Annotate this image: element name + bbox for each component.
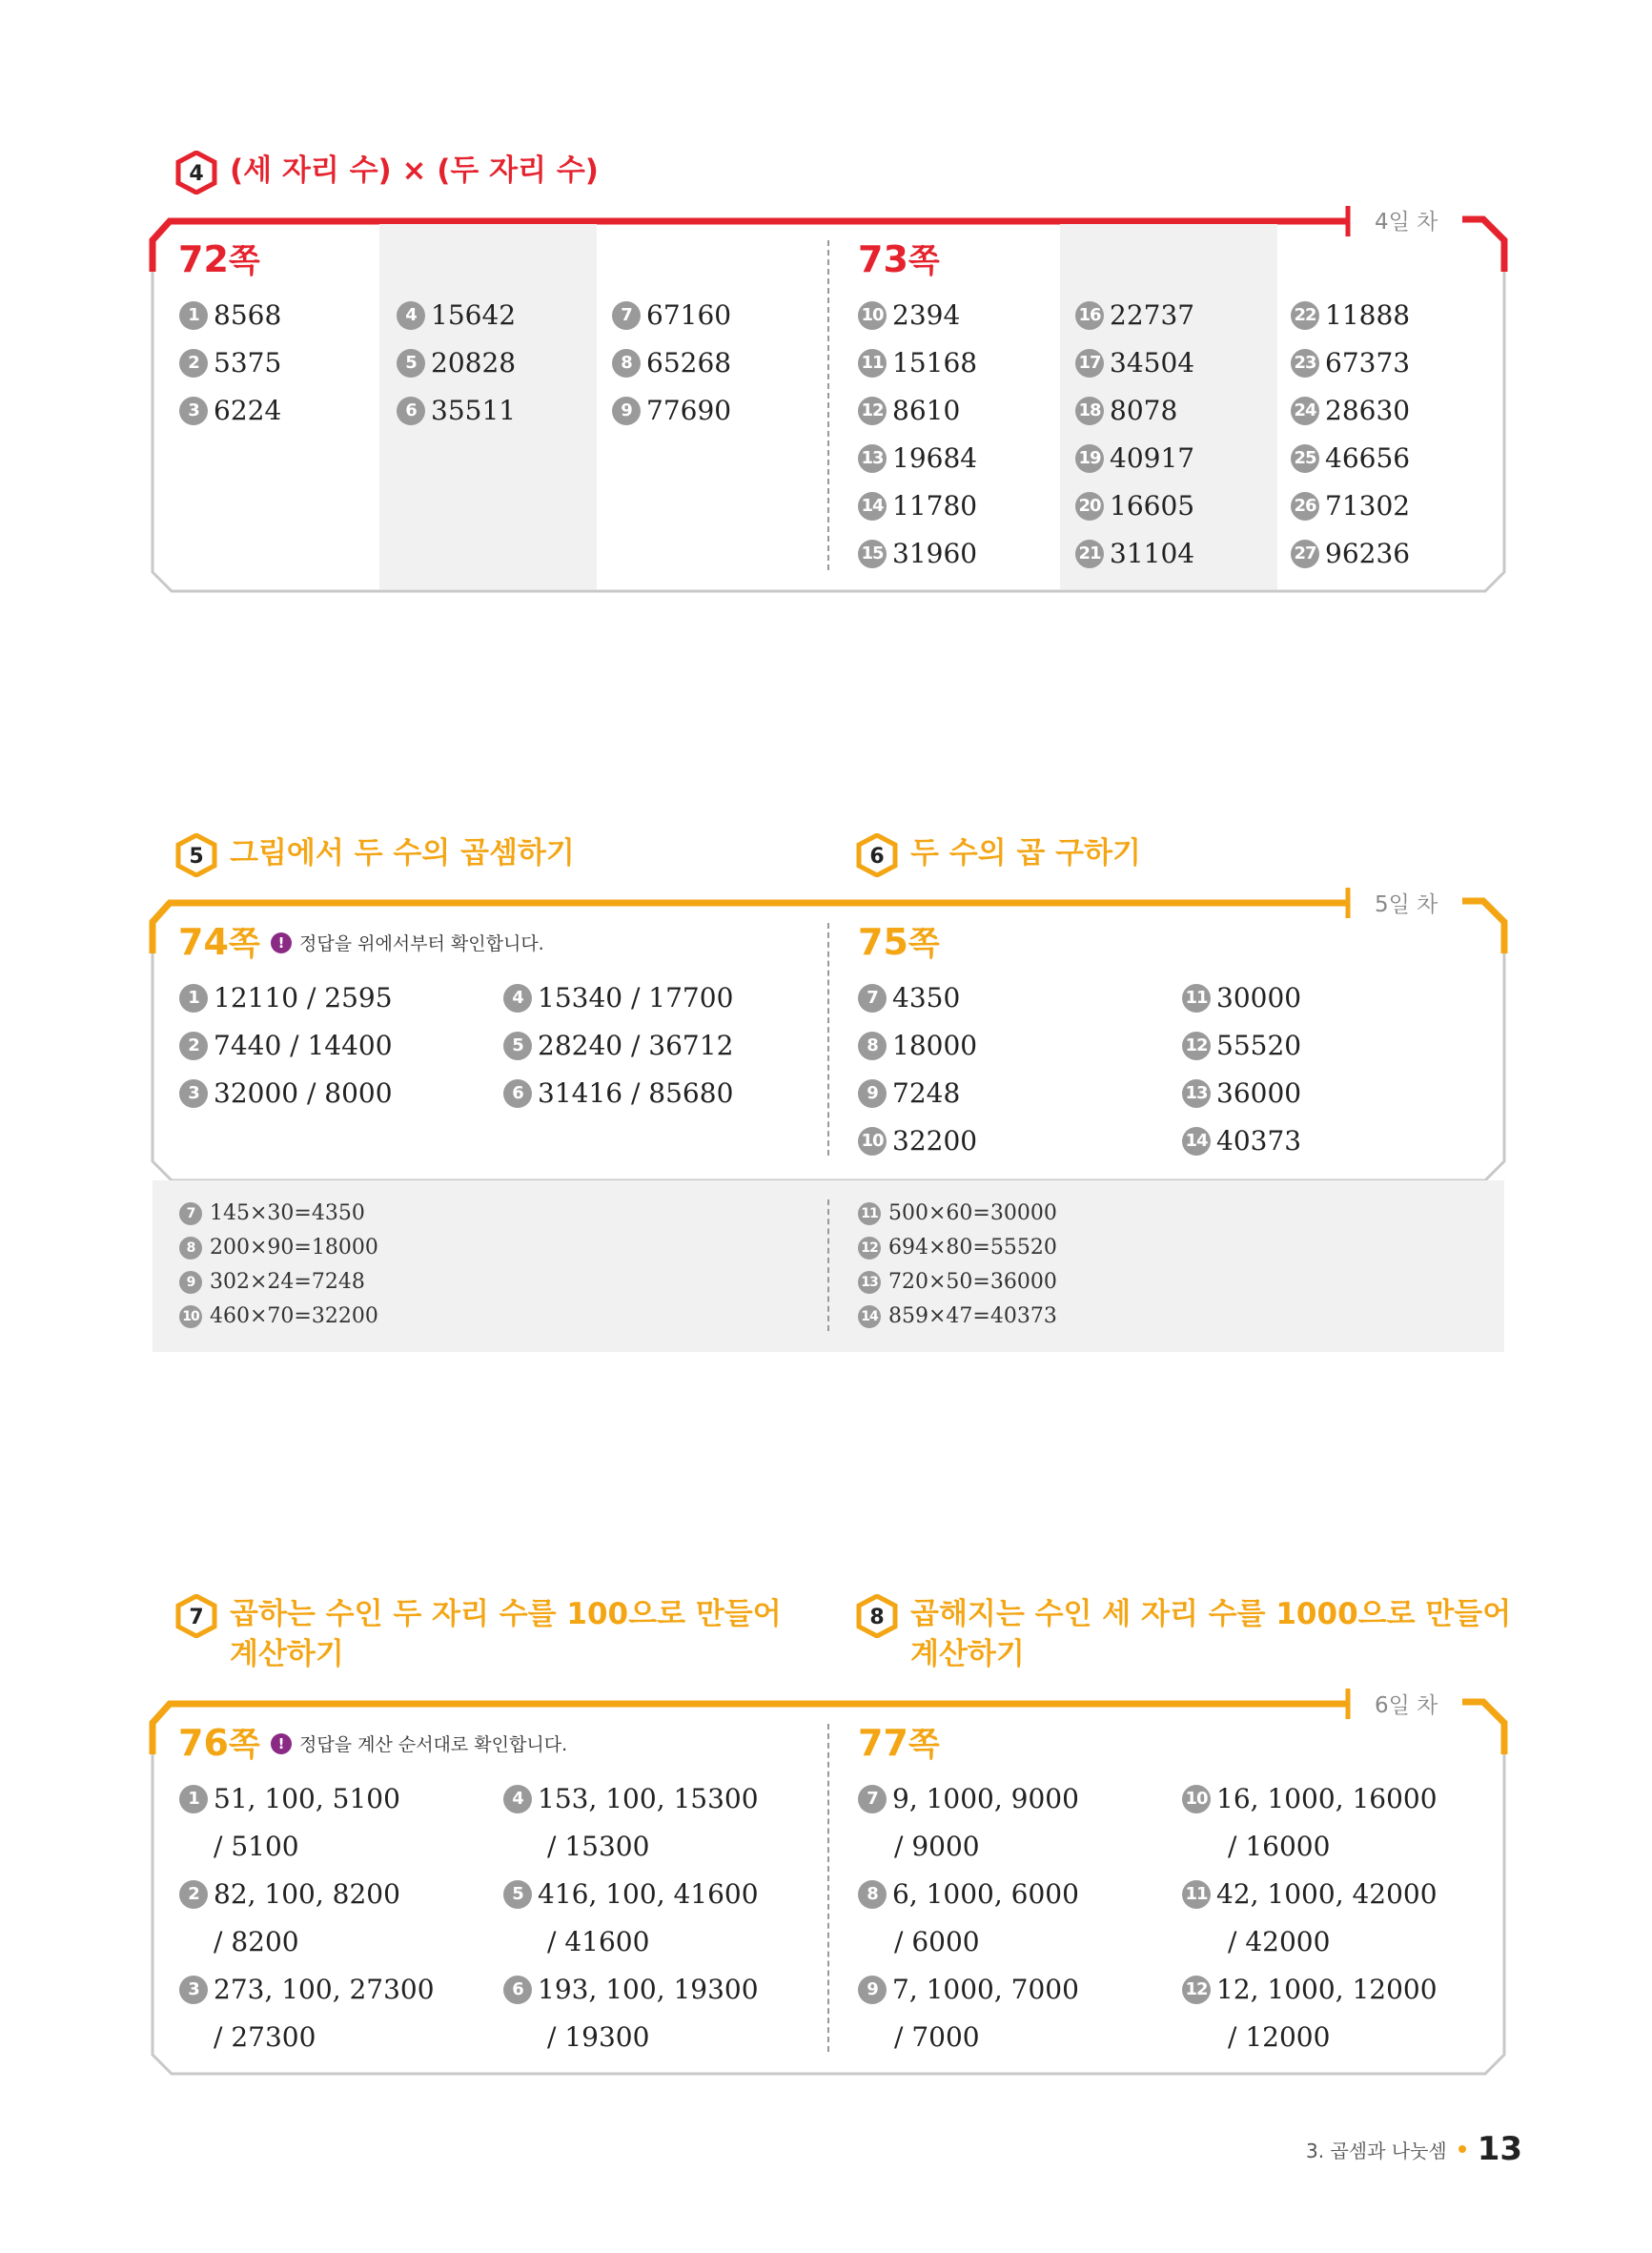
answer-item: 7 4350 bbox=[858, 982, 960, 1014]
answer-item: 6 31416 / 85680 bbox=[503, 1077, 733, 1109]
answer-item: 4 153, 100, 15300 bbox=[503, 1783, 759, 1814]
answer-item: 1 8568 bbox=[179, 299, 281, 331]
answer-item: 2 5375 bbox=[179, 347, 281, 379]
answer-item: 23 67373 bbox=[1291, 347, 1410, 379]
column-divider bbox=[827, 1724, 829, 2052]
answer-item: 16 22737 bbox=[1075, 299, 1194, 331]
answer-continuation: / 8200 bbox=[214, 1926, 299, 1957]
answer-item: 19 40917 bbox=[1075, 442, 1194, 474]
answer-item: 12 55520 bbox=[1182, 1030, 1301, 1061]
day-label: 6일 차 bbox=[1375, 1693, 1438, 1718]
answer-item: 9 77690 bbox=[612, 395, 731, 426]
answer-note: ! 정답을 계산 순서대로 확인합니다. bbox=[271, 1731, 567, 1756]
answer-item: 4 15340 / 17700 bbox=[503, 982, 733, 1014]
answer-item: 7 67160 bbox=[612, 299, 731, 331]
answer-continuation: / 16000 bbox=[1228, 1831, 1331, 1862]
answer-continuation: / 42000 bbox=[1228, 1926, 1331, 1957]
answer-item: 10 2394 bbox=[858, 299, 960, 331]
answer-item: 14 40373 bbox=[1182, 1125, 1301, 1157]
section-title: 곱해지는 수인 세 자리 수를 1000으로 만들어 계산하기 bbox=[910, 1597, 1512, 1671]
answer-item: 20 16605 bbox=[1075, 490, 1194, 522]
answer-item: 2 82, 100, 8200 bbox=[179, 1878, 400, 1910]
section-title: (세 자리 수) × (두 자리 수) bbox=[230, 154, 599, 188]
answer-item: 9 7248 bbox=[858, 1077, 960, 1109]
page-label-77: 77 쪽 bbox=[858, 1722, 940, 1764]
answer-item: 22 11888 bbox=[1291, 299, 1410, 331]
answer-continuation: / 5100 bbox=[214, 1831, 299, 1862]
answer-item: 5 20828 bbox=[397, 347, 516, 379]
page-footer bbox=[1306, 2130, 1522, 2168]
answer-item: 7 9, 1000, 9000 bbox=[858, 1783, 1079, 1814]
page-label-73: 73 쪽 bbox=[858, 238, 940, 280]
page-label-75: 75 쪽 bbox=[858, 921, 940, 963]
answer-item: 3 6224 bbox=[179, 395, 281, 426]
answer-item: 1 12110 / 2595 bbox=[179, 982, 393, 1014]
answer-item: 8 18000 bbox=[858, 1030, 977, 1061]
calc-item: 12 694×80=55520 bbox=[858, 1236, 1057, 1260]
answer-item: 8 6, 1000, 6000 bbox=[858, 1878, 1079, 1910]
section-title: 그림에서 두 수의 곱셈하기 bbox=[230, 836, 575, 870]
answer-continuation: / 15300 bbox=[547, 1831, 650, 1862]
answer-item: 2 7440 / 14400 bbox=[179, 1030, 393, 1061]
answer-item: 4 15642 bbox=[397, 299, 516, 331]
page-label-72: 72 쪽 bbox=[178, 238, 260, 280]
answer-item: 25 46656 bbox=[1291, 442, 1410, 474]
bullet-dot-icon bbox=[1458, 2145, 1466, 2153]
calc-item: 7 145×30=4350 bbox=[179, 1201, 365, 1225]
answer-item: 11 30000 bbox=[1182, 982, 1301, 1014]
calc-item: 10 460×70=32200 bbox=[179, 1304, 378, 1328]
answer-item: 10 32200 bbox=[858, 1125, 977, 1157]
answer-item: 27 96236 bbox=[1291, 538, 1410, 569]
answer-item: 26 71302 bbox=[1291, 490, 1410, 522]
page-number: 13 bbox=[1477, 2130, 1523, 2168]
answer-item: 6 193, 100, 19300 bbox=[503, 1974, 759, 2005]
answer-continuation: / 19300 bbox=[547, 2021, 650, 2053]
page-label-74: 74 쪽 bbox=[178, 921, 260, 963]
answer-continuation: / 6000 bbox=[894, 1926, 980, 1957]
calc-item: 9 302×24=7248 bbox=[179, 1270, 365, 1294]
answer-item: 21 31104 bbox=[1075, 538, 1194, 569]
answer-item: 10 16, 1000, 16000 bbox=[1182, 1783, 1438, 1814]
answer-continuation: / 9000 bbox=[894, 1831, 980, 1862]
answer-item: 15 31960 bbox=[858, 538, 977, 569]
answer-item: 3 273, 100, 27300 bbox=[179, 1974, 435, 2005]
section-number: 8 bbox=[869, 1606, 885, 1629]
answer-continuation: / 27300 bbox=[214, 2021, 316, 2053]
calc-item: 13 720×50=36000 bbox=[858, 1270, 1057, 1294]
answer-item: 13 36000 bbox=[1182, 1077, 1301, 1109]
answer-item: 12 12, 1000, 12000 bbox=[1182, 1974, 1438, 2005]
section-number: 4 bbox=[189, 162, 204, 186]
answer-continuation: / 7000 bbox=[894, 2021, 980, 2053]
answer-note: ! 정답을 위에서부터 확인합니다. bbox=[271, 930, 544, 955]
answer-item: 11 15168 bbox=[858, 347, 977, 379]
calc-item: 8 200×90=18000 bbox=[179, 1236, 378, 1260]
page-label-76: 76 쪽 bbox=[178, 1722, 260, 1764]
exclamation-icon: ! bbox=[271, 932, 292, 953]
calc-item: 11 500×60=30000 bbox=[858, 1201, 1057, 1225]
answer-item: 5 28240 / 36712 bbox=[503, 1030, 733, 1061]
section-number: 7 bbox=[189, 1606, 204, 1629]
chapter-label: 3. 곱셈과 나눗셈 bbox=[1306, 2139, 1447, 2162]
answer-item: 3 32000 / 8000 bbox=[179, 1077, 393, 1109]
answer-item: 12 8610 bbox=[858, 395, 960, 426]
answer-item: 18 8078 bbox=[1075, 395, 1177, 426]
day-label: 4일 차 bbox=[1375, 210, 1438, 235]
answer-item: 1 51, 100, 5100 bbox=[179, 1783, 400, 1814]
answer-item: 5 416, 100, 41600 bbox=[503, 1878, 759, 1910]
answer-item: 6 35511 bbox=[397, 395, 516, 426]
answer-item: 14 11780 bbox=[858, 490, 977, 522]
answer-item: 17 34504 bbox=[1075, 347, 1194, 379]
section-number: 5 bbox=[189, 845, 204, 869]
answer-item: 8 65268 bbox=[612, 347, 731, 379]
section-title: 곱하는 수인 두 자리 수를 100으로 만들어 계산하기 bbox=[230, 1597, 782, 1671]
answer-item: 11 42, 1000, 42000 bbox=[1182, 1878, 1438, 1910]
calc-item: 14 859×47=40373 bbox=[858, 1304, 1057, 1328]
exclamation-icon: ! bbox=[271, 1733, 292, 1754]
section-number: 6 bbox=[869, 845, 885, 869]
answer-item: 9 7, 1000, 7000 bbox=[858, 1974, 1079, 2005]
section-title: 두 수의 곱 구하기 bbox=[910, 836, 1141, 870]
day-label: 5일 차 bbox=[1375, 892, 1438, 917]
answer-item: 24 28630 bbox=[1291, 395, 1410, 426]
answer-item: 13 19684 bbox=[858, 442, 977, 474]
answer-continuation: / 41600 bbox=[547, 1926, 650, 1957]
answer-continuation: / 12000 bbox=[1228, 2021, 1331, 2053]
